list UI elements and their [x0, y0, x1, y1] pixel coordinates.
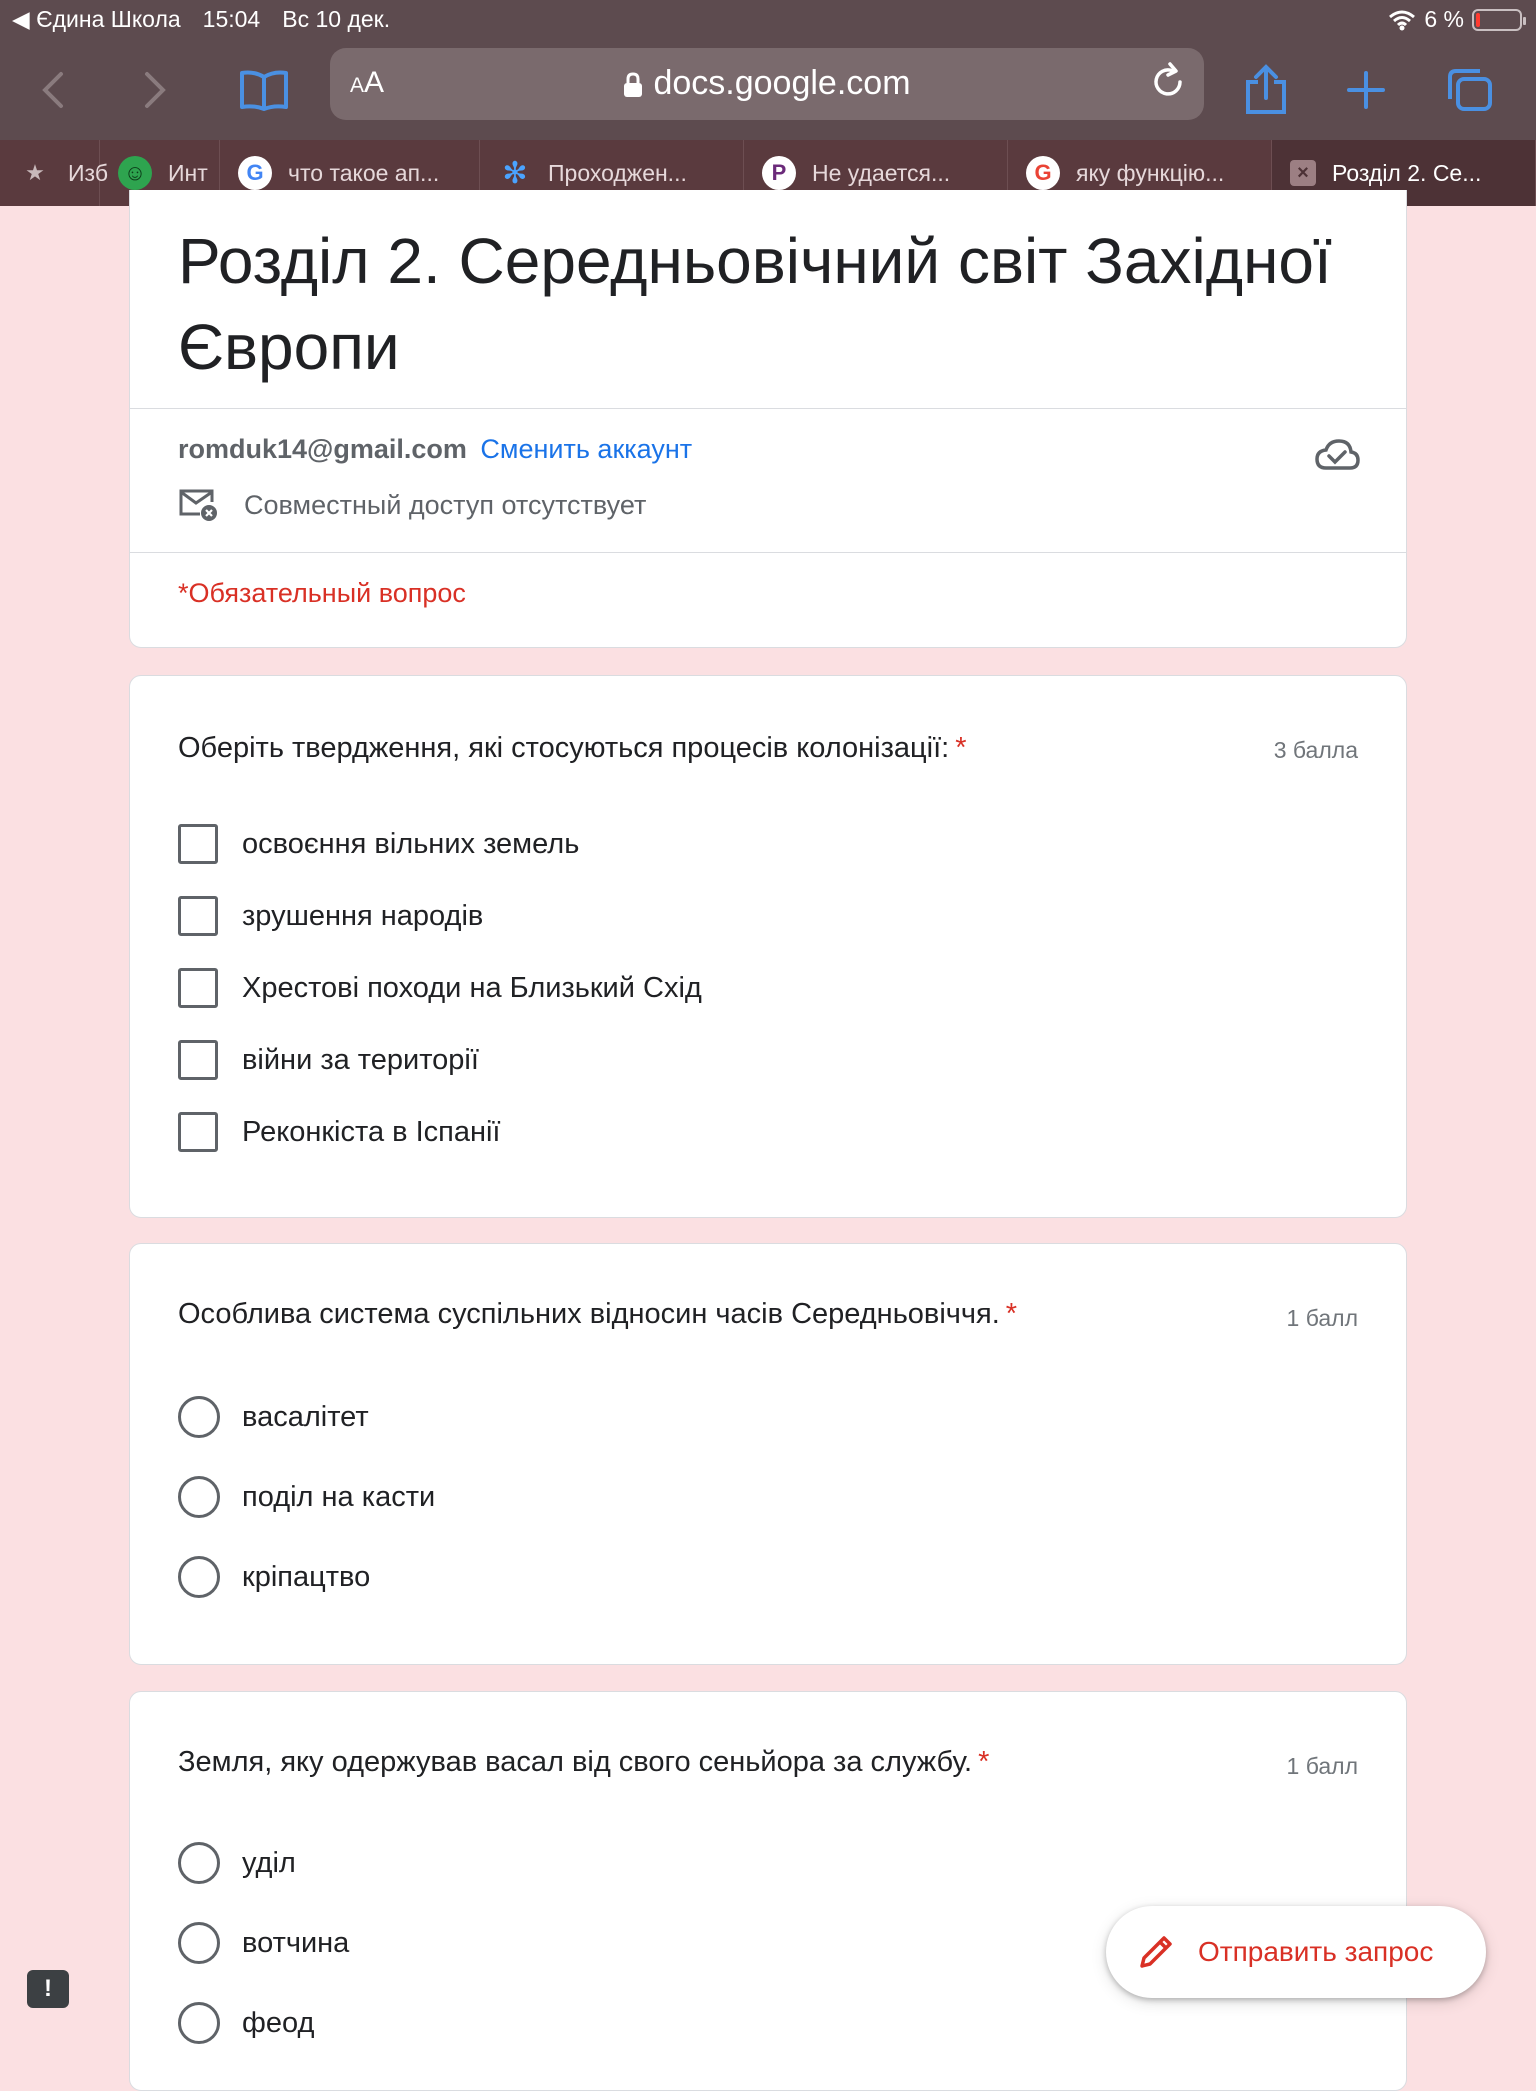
radio-option[interactable]	[178, 1396, 369, 1438]
checkbox-option[interactable]	[178, 896, 483, 936]
battery-percent: 6 %	[1424, 6, 1464, 32]
radio-button[interactable]	[178, 1396, 220, 1438]
divider	[130, 408, 1406, 409]
switch-account-link[interactable]: Сменить аккаунт	[480, 434, 693, 464]
required-star: *	[955, 732, 967, 764]
address-bar[interactable]	[330, 48, 1204, 120]
question-card-1	[129, 675, 1407, 1218]
tab-label: что такое ап...	[288, 159, 440, 186]
question-title: Земля, яку одержував васал від свого сеньйора за службу. *	[178, 1746, 990, 1778]
option-label: уділ	[242, 1846, 296, 1879]
option-label: освоєння вільних земель	[242, 827, 580, 860]
google-icon: G	[238, 156, 272, 190]
radio-option[interactable]	[178, 2002, 314, 2044]
radio-option[interactable]	[178, 1556, 370, 1598]
account-email: romduk14@gmail.com	[178, 434, 467, 464]
checkbox-option[interactable]	[178, 824, 579, 864]
star-icon: ★	[25, 160, 45, 185]
reload-icon[interactable]	[1146, 60, 1190, 104]
radio-button[interactable]	[178, 1842, 220, 1884]
back-to-app-link[interactable]: ◀ Єдина Школа	[12, 6, 181, 32]
bookmarks-icon[interactable]	[232, 58, 296, 122]
option-label: вотчина	[242, 1926, 350, 1959]
radio-option[interactable]	[178, 1476, 435, 1518]
checkbox[interactable]	[178, 968, 218, 1008]
request-edit-access-button[interactable]	[1106, 1906, 1486, 1998]
share-icon[interactable]	[1234, 58, 1298, 122]
lock-icon	[623, 72, 643, 98]
required-star: *	[978, 1746, 990, 1778]
option-label: війни за території	[242, 1043, 479, 1076]
wifi-icon	[1388, 9, 1416, 31]
question-points: 3 балла	[1273, 737, 1358, 763]
tab-label: Изб	[68, 159, 108, 186]
radio-option[interactable]	[178, 1922, 349, 1964]
forward-icon[interactable]	[122, 58, 186, 122]
fab-label: Отправить запрос	[1198, 1936, 1434, 1967]
back-icon[interactable]	[22, 58, 86, 122]
checkbox[interactable]	[178, 1040, 218, 1080]
tab-0[interactable]	[0, 140, 108, 206]
question-title: Оберіть твердження, які стосуються процесів колонізації: *	[178, 732, 967, 764]
reader-text-size-button[interactable]: AA	[350, 66, 385, 99]
radio-button[interactable]	[178, 2002, 220, 2044]
sharing-status	[178, 488, 646, 522]
url-text: docs.google.com	[653, 64, 911, 102]
radio-button[interactable]	[178, 1922, 220, 1964]
status-bar	[0, 0, 1536, 40]
tab-label: Не удается...	[812, 159, 951, 186]
google-icon: G	[1026, 156, 1060, 190]
required-star: *	[1005, 1298, 1018, 1330]
checkbox-option[interactable]	[178, 968, 702, 1008]
checkbox[interactable]	[178, 896, 218, 936]
tab-label: яку функцію...	[1076, 159, 1225, 186]
option-label: феод	[242, 2006, 315, 2039]
form-title: Розділ 2. Середньовічний світ Західної Європи	[178, 225, 1332, 383]
divider	[130, 552, 1406, 553]
purple-p-icon: P	[762, 156, 796, 190]
account-info	[178, 434, 692, 465]
question-card-3	[129, 1691, 1407, 2091]
option-label: кріпацтво	[242, 1560, 371, 1593]
mail-not-shared-icon	[178, 488, 218, 522]
option-label: Реконкіста в Іспанії	[242, 1115, 501, 1148]
question-card-2	[129, 1243, 1407, 1665]
blue-flower-icon: ✻	[502, 156, 528, 190]
tab-label: Проходжен...	[548, 159, 687, 186]
sharing-text: Совместный доступ отсутствует	[244, 489, 647, 520]
question-points: 1 балл	[1286, 1305, 1358, 1331]
radio-button[interactable]	[178, 1556, 220, 1598]
tab-overview-icon[interactable]	[1438, 58, 1502, 122]
status-date: Вс 10 дек.	[282, 6, 391, 32]
checkbox[interactable]	[178, 824, 218, 864]
checkbox-option[interactable]	[178, 1112, 501, 1152]
question-title: Особлива система суспільних відносин часів Середньовіччя. *	[178, 1298, 1018, 1330]
status-time: 15:04	[202, 6, 261, 32]
option-label: васалітет	[242, 1400, 369, 1433]
option-label: зрушення народів	[242, 899, 484, 932]
new-tab-icon[interactable]	[1334, 58, 1398, 122]
battery-icon	[1472, 9, 1522, 31]
close-icon[interactable]: ×	[1290, 160, 1316, 186]
radio-option[interactable]	[178, 1842, 296, 1884]
form-header-card	[129, 190, 1407, 648]
question-points: 1 балл	[1286, 1753, 1358, 1779]
checkbox[interactable]	[178, 1112, 218, 1152]
checkbox-option[interactable]	[178, 1040, 479, 1080]
tab-label: Инт	[168, 159, 208, 186]
report-feedback-button[interactable]: !	[27, 1970, 69, 2008]
radio-button[interactable]	[178, 1476, 220, 1518]
green-face-icon: ☺	[118, 156, 152, 190]
tab-label: Розділ 2. Се...	[1332, 159, 1482, 186]
cloud-saved-icon	[1314, 438, 1360, 472]
required-note: *Обязательный вопрос	[178, 578, 466, 608]
option-label: Хрестові походи на Близький Схід	[242, 971, 702, 1004]
pencil-icon	[1136, 1932, 1176, 1972]
option-label: поділ на касти	[242, 1480, 436, 1513]
